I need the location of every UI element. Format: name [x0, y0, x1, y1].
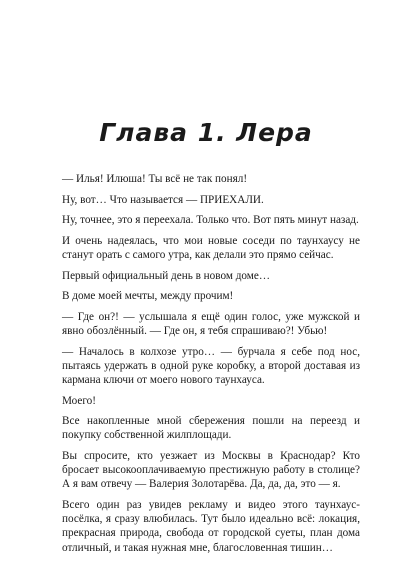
paragraph: Моего!: [62, 394, 96, 407]
chapter-body: [62, 172, 360, 561]
paragraph: Первый официальный день в новом доме…: [62, 269, 271, 282]
paragraph: Все накопленные мной сбережения пошли на переезд и покупку собственной жилплощади.: [62, 415, 360, 442]
paragraph: Ну, вот… Что называется — ПРИЕХАЛИ.: [62, 193, 264, 206]
paragraph: Всего один раз увидев рекламу и видео этого таунхаус-посёлка, я сразу влюбилась. Тут было идеально всё: локация, прекрасная природа, свобода от городской суеты, план дома отличный, и такая нужная мне, благословенная тишин…: [62, 498, 360, 554]
paragraph: — Где он?! — услышала я ещё один голос, уже мужской и явно обозлённый. — Где он, я тебя спрашиваю?! Убью!: [62, 310, 360, 337]
paragraph: — Илья! Илюша! Ты всё не так понял!: [62, 173, 248, 185]
paragraph: Вы спросите, кто уезжает из Москвы в Краснодар? Кто бросает высокооплачиваемую престижную работу в столице? А я вам отвечу — Валерия Золотарёва. Да, да, да, это — я.: [62, 449, 360, 491]
paragraph: — Началось в колхозе утро… — бурчала я себе под нос, пытаясь удержать в одной руке коробку, а второй доставая из кармана ключи от моего нового таунхауса.: [62, 345, 360, 386]
paragraph: В доме моей мечты, между прочим!: [62, 290, 234, 303]
paragraph: Ну, точнее, это я переехала. Только что. Вот пять минут назад.: [62, 214, 359, 227]
paragraph: И очень надеялась, что мои новые соседи по таунхаусу не станут орать с самого утра, как делали это прямо сейчас.: [62, 234, 360, 261]
chapter-title: Глава 1. Лера: [99, 118, 313, 147]
